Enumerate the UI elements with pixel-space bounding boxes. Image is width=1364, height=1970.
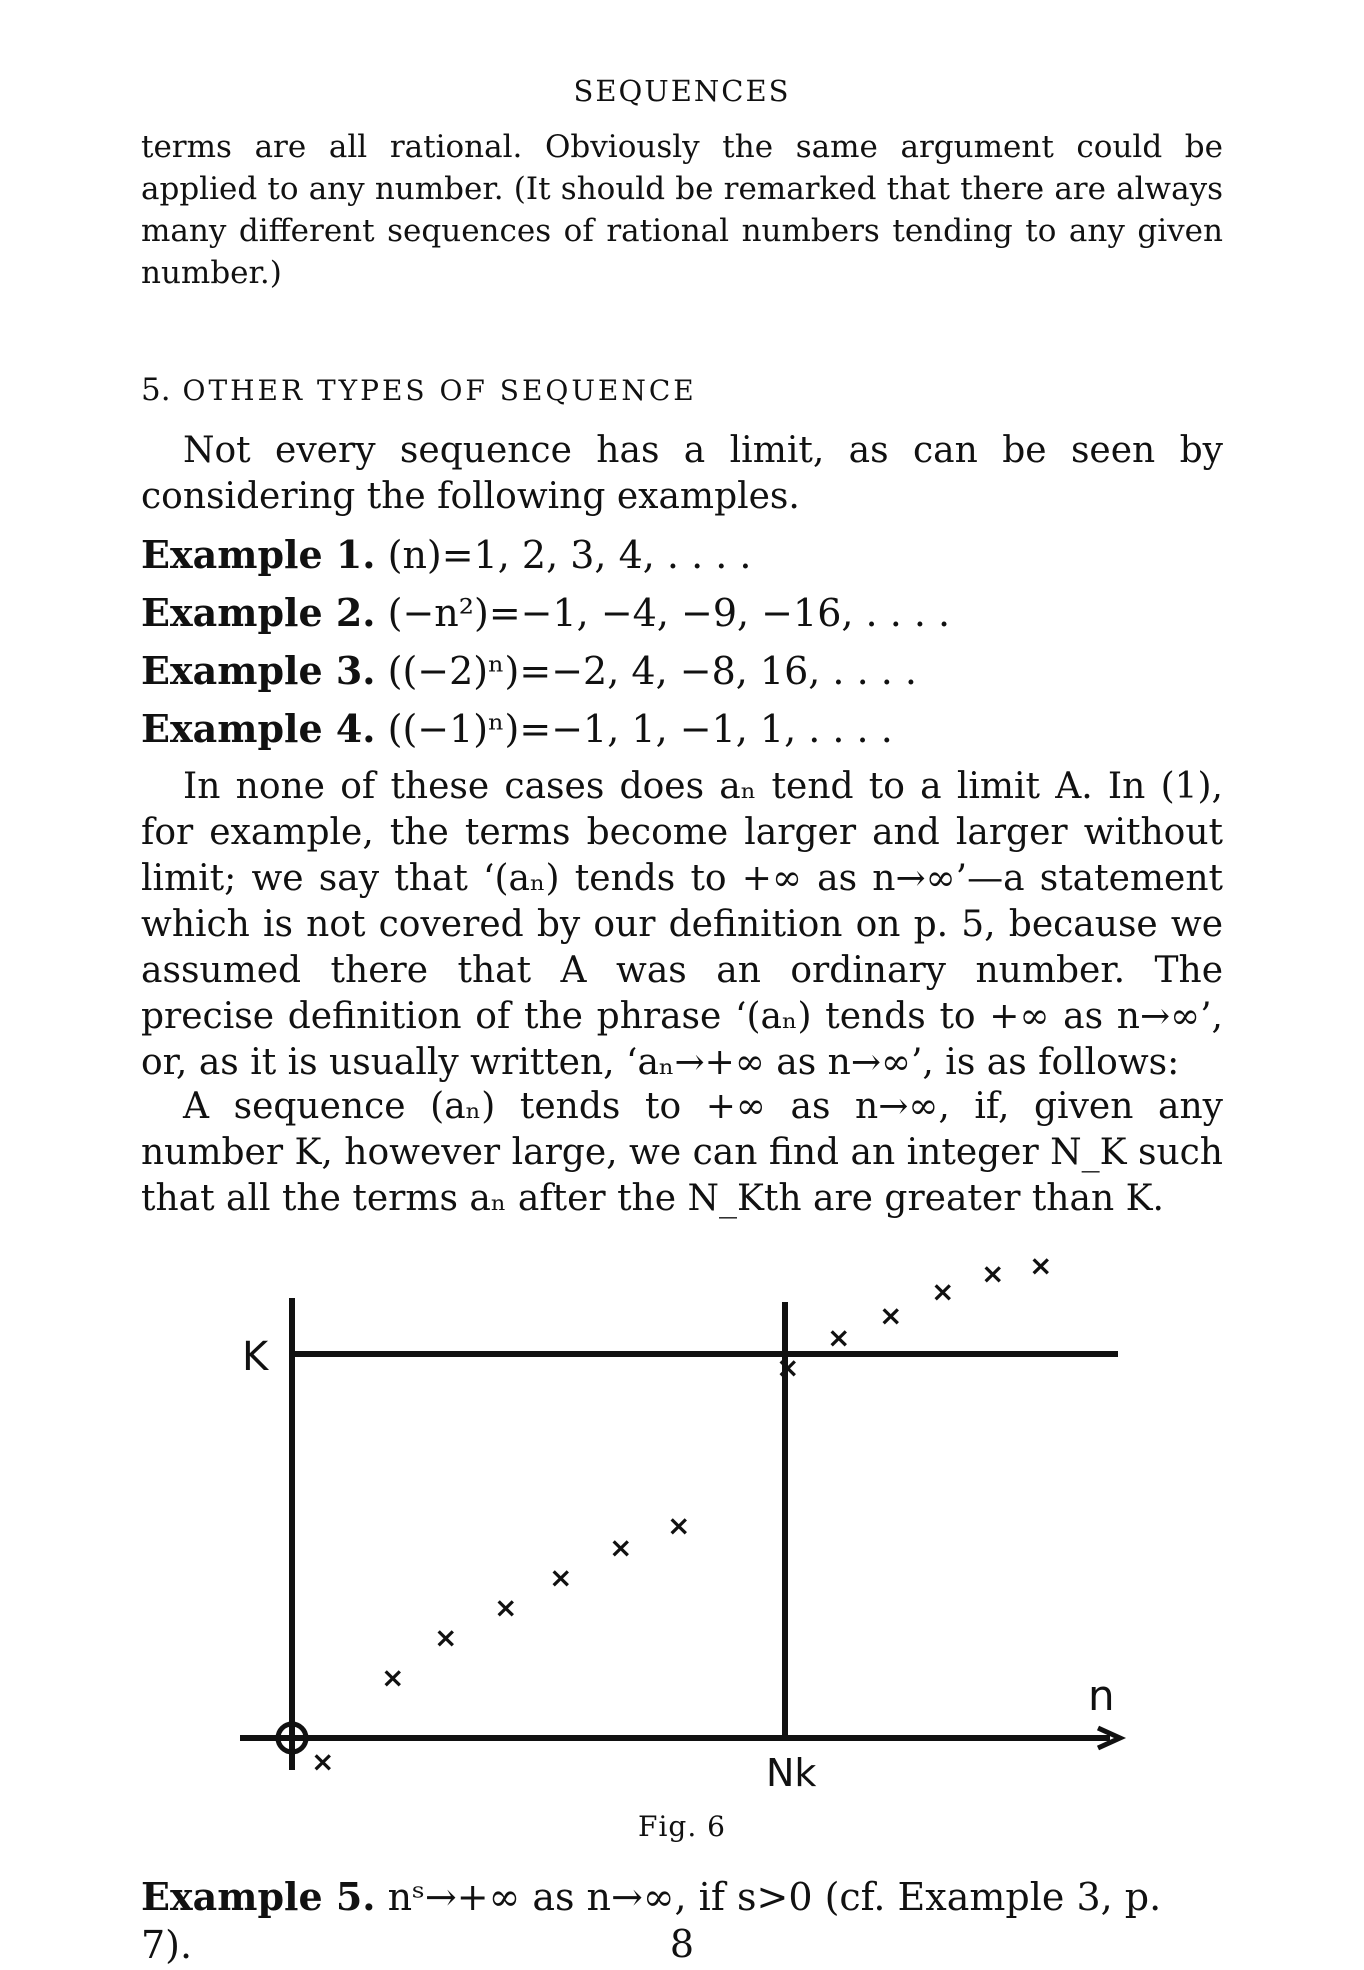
- example-label: Example 5.: [141, 1874, 376, 1919]
- page-number: 8: [669, 1922, 695, 1966]
- example-label: Example 1.: [141, 532, 376, 577]
- figure-caption: Fig. 6: [638, 1810, 726, 1843]
- n-axis-label: n: [1088, 1671, 1115, 1720]
- nk-label: Nk: [766, 1751, 817, 1790]
- sequence-point-marker: ×: [381, 1661, 405, 1694]
- sequence-point-marker: ×: [434, 1621, 458, 1654]
- section-heading: [141, 372, 697, 408]
- example-label: Example 3.: [141, 648, 376, 693]
- section-number: 5.: [141, 372, 171, 408]
- paragraph-1: terms are all rational. Obviously the same argument could be applied to any number. (It should be remarked that there are always many different sequences of rational numbers tending to any given number.): [141, 129, 1223, 291]
- example-1: [141, 530, 751, 580]
- sequence-points: [311, 1249, 1052, 1778]
- example-label: Example 2.: [141, 590, 376, 635]
- paragraph-3: In none of these cases does aₙ tend to a limit A. In (1), for example, the terms become larger and larger without limit; we say that ‘(aₙ) tends to +∞ as n→∞’—a statement which is not covered by our definition on p. 5, because we assumed there that A was an ordinary number. The precise definition of the phrase ‘(aₙ) tends to +∞ as n→∞’, or, as it is usually written, ‘aₙ→+∞ as n→∞’, is as follows:: [141, 766, 1223, 1083]
- sequence-point-marker: ×: [667, 1509, 691, 1542]
- example-text: nˢ→+∞ as n→∞, if s>0 (cf. Example 3, p. 7).: [141, 1875, 1162, 1967]
- sequence-point-marker: ×: [981, 1257, 1005, 1290]
- paragraph-2: Not every sequence has a limit, as can be seen by considering the following examples.: [141, 430, 1223, 517]
- sequence-point-marker: ×: [549, 1561, 573, 1594]
- sequence-point-marker: ×: [311, 1745, 335, 1778]
- example-text: ((−1)ⁿ)=−1, 1, −1, 1, . . . .: [387, 707, 893, 751]
- example-text: (n)=1, 2, 3, 4, . . . .: [387, 533, 752, 577]
- sequence-point-marker: ×: [879, 1299, 903, 1332]
- example-text: (−n²)=−1, −4, −9, −16, . . . .: [387, 591, 951, 635]
- example-label: Example 4.: [141, 706, 376, 751]
- sequence-point-marker: ×: [1029, 1249, 1053, 1282]
- running-head: SEQUENCES: [573, 74, 791, 108]
- sequence-point-marker: ×: [931, 1275, 955, 1308]
- paragraph-4-definition: A sequence (aₙ) tends to +∞ as n→∞, if, given any number K, however large, we can find an integer N_K such that all the terms aₙ after the N_Kth are greater than K.: [141, 1086, 1223, 1219]
- sequence-point-marker: ×: [609, 1531, 633, 1564]
- k-label: K: [242, 1334, 269, 1380]
- sequence-point-marker: ×: [494, 1591, 518, 1624]
- section-title: OTHER TYPES OF SEQUENCE: [182, 374, 697, 407]
- sequence-point-marker: ×: [776, 1351, 800, 1384]
- sequence-point-marker: ×: [827, 1321, 851, 1354]
- example-4: [141, 704, 893, 754]
- figure-6: [220, 1230, 1140, 1790]
- example-text: ((−2)ⁿ)=−2, 4, −8, 16, . . . .: [387, 649, 917, 693]
- example-2: [141, 588, 950, 638]
- example-3: [141, 646, 917, 696]
